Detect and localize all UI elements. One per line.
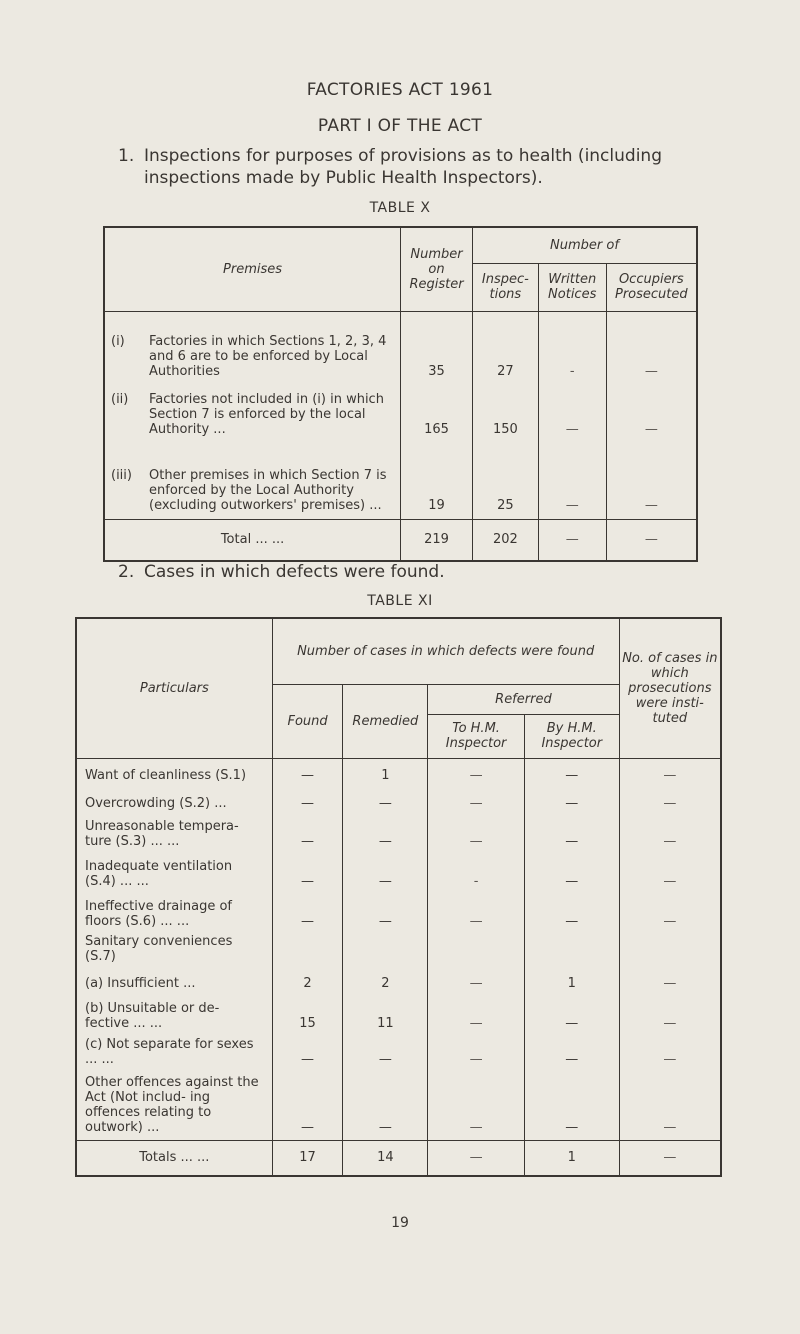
cell-remedied: — <box>343 788 428 816</box>
cell-register: 35 <box>401 311 473 379</box>
cell-found: — <box>272 816 343 854</box>
table-row <box>76 854 721 894</box>
table-row <box>104 437 697 519</box>
cell-notices: - <box>538 311 606 379</box>
table-xi <box>75 617 722 1177</box>
row-index: (ii) <box>111 392 129 407</box>
total-label: Totals ... ... <box>76 1140 272 1176</box>
cell-remedied: — <box>343 894 428 934</box>
cell-remedied <box>343 934 428 966</box>
cell-remedied: — <box>343 1072 428 1140</box>
total-inspections: 202 <box>472 519 538 561</box>
cell-to-hm <box>428 934 525 966</box>
table-total-row <box>104 519 697 561</box>
table-row <box>104 311 697 379</box>
table-row <box>76 816 721 854</box>
table-xi-caption: TABLE XI <box>367 593 433 609</box>
header-premises: Premises <box>104 227 401 311</box>
cell-by-hm: — <box>524 758 619 788</box>
section-1-number: 1. <box>118 146 135 166</box>
cell-prosecutions: — <box>619 1072 721 1140</box>
cell-by-hm: — <box>524 996 619 1036</box>
cell-by-hm: 1 <box>524 966 619 996</box>
cell-remedied: 1 <box>343 758 428 788</box>
section-2-heading <box>118 562 718 582</box>
cell-to-hm: — <box>428 758 525 788</box>
total-remedied: 14 <box>343 1140 428 1176</box>
table-row <box>104 379 697 437</box>
cell-found: 15 <box>272 996 343 1036</box>
act-title: FACTORIES ACT 1961 <box>306 80 494 100</box>
row-label: Want of cleanliness (S.1) <box>85 768 247 783</box>
header-prosecuted: Occupiers Prosecuted <box>606 263 697 311</box>
cell-to-hm: — <box>428 966 525 996</box>
cell-notices: — <box>538 379 606 437</box>
header-by-hm: By H.M. Inspector <box>524 714 619 758</box>
row-label: Overcrowding (S.2) ... <box>85 796 227 811</box>
row-label: (c) Not separate for sexes ... ... <box>85 1037 254 1067</box>
page-number: 19 <box>391 1215 409 1231</box>
total-prosecuted: — <box>606 519 697 561</box>
table-row <box>76 966 721 996</box>
total-label: Total ... ... <box>104 519 401 561</box>
cell-to-hm: — <box>428 996 525 1036</box>
cell-prosecutions: — <box>619 894 721 934</box>
header-notices: Written Notices <box>538 263 606 311</box>
cell-by-hm: — <box>524 894 619 934</box>
cell-remedied: — <box>343 816 428 854</box>
cell-prosecuted: — <box>606 311 697 379</box>
cell-inspections: 25 <box>472 437 538 519</box>
cell-by-hm <box>524 934 619 966</box>
table-total-row <box>76 1140 721 1176</box>
cell-register: 165 <box>401 379 473 437</box>
cell-prosecutions: — <box>619 996 721 1036</box>
header-particulars: Particulars <box>76 618 272 758</box>
header-number-of: Number of <box>472 227 697 263</box>
row-index: (i) <box>111 334 125 349</box>
cell-found: — <box>272 1036 343 1072</box>
cell-prosecuted: — <box>606 437 697 519</box>
cell-prosecutions: — <box>619 816 721 854</box>
table-row <box>76 894 721 934</box>
cell-found <box>272 934 343 966</box>
row-label: (b) Unsuitable or de- fective ... ... <box>85 1001 220 1031</box>
cell-inspections: 150 <box>472 379 538 437</box>
cell-prosecuted: — <box>606 379 697 437</box>
total-by-hm: 1 <box>524 1140 619 1176</box>
table-row <box>76 758 721 788</box>
row-index: (iii) <box>111 467 132 483</box>
row-label: (a) Insufficient ... <box>85 976 196 991</box>
header-register: Number on Register <box>401 227 473 311</box>
header-inspections: Inspec- tions <box>472 263 538 311</box>
header-to-hm: To H.M. Inspector <box>428 714 525 758</box>
header-number-cases: Number of cases in which defects were found <box>272 618 619 684</box>
cell-prosecutions: — <box>619 966 721 996</box>
cell-to-hm: — <box>428 788 525 816</box>
cell-to-hm: — <box>428 816 525 854</box>
cell-notices: — <box>538 437 606 519</box>
table-row <box>76 934 721 966</box>
table-row <box>76 788 721 816</box>
row-label: Other premises in which Section 7 is enforced by the Local Authority (excluding outworkers' premises) ... <box>149 467 387 513</box>
cell-found: — <box>272 1072 343 1140</box>
cell-found: — <box>272 758 343 788</box>
cell-prosecutions: — <box>619 788 721 816</box>
cell-by-hm: — <box>524 1072 619 1140</box>
cell-inspections: 27 <box>472 311 538 379</box>
table-row <box>76 1072 721 1140</box>
table-x <box>103 226 698 562</box>
cell-remedied: — <box>343 854 428 894</box>
table-x-caption: TABLE X <box>369 200 431 216</box>
cell-found: — <box>272 894 343 934</box>
header-referred: Referred <box>428 684 619 714</box>
header-found: Found <box>272 684 343 758</box>
cell-by-hm: — <box>524 854 619 894</box>
cell-found: — <box>272 788 343 816</box>
cell-to-hm: — <box>428 1072 525 1140</box>
header-prosecutions: No. of cases in which prosecutions were insti- tuted <box>619 618 721 758</box>
cell-remedied: 2 <box>343 966 428 996</box>
cell-found: 2 <box>272 966 343 996</box>
section-2-text: Cases in which defects were found. <box>144 562 445 582</box>
row-label: Factories not included in (i) in which Section 7 is enforced by the local Authority ... <box>149 392 384 437</box>
row-label: Ineffective drainage of floors (S.6) ... ... <box>85 899 232 929</box>
total-found: 17 <box>272 1140 343 1176</box>
cell-to-hm: - <box>428 854 525 894</box>
cell-prosecutions <box>619 934 721 966</box>
total-prosecutions: — <box>619 1140 721 1176</box>
part-title: PART I OF THE ACT <box>317 116 483 136</box>
header-remedied: Remedied <box>343 684 428 758</box>
section-2-number: 2. <box>118 562 135 582</box>
cell-by-hm: — <box>524 816 619 854</box>
total-notices: — <box>538 519 606 561</box>
row-label: Other offences against the Act (Not includ- ing offences relating to outwork) ... <box>85 1074 259 1135</box>
table-row <box>76 1036 721 1072</box>
cell-prosecutions: — <box>619 1036 721 1072</box>
cell-to-hm: — <box>428 1036 525 1072</box>
total-register: 219 <box>401 519 473 561</box>
section-1-text: Inspections for purposes of provisions as to health (including inspections made by Public Health Inspectors). <box>144 146 662 188</box>
cell-prosecutions: — <box>619 854 721 894</box>
cell-remedied: — <box>343 1036 428 1072</box>
cell-to-hm: — <box>428 894 525 934</box>
cell-register: 19 <box>401 437 473 519</box>
section-1-heading <box>118 145 718 189</box>
table-row <box>76 996 721 1036</box>
cell-remedied: 11 <box>343 996 428 1036</box>
cell-prosecutions: — <box>619 758 721 788</box>
row-label: Sanitary conveniences (S.7) <box>85 934 233 964</box>
cell-by-hm: — <box>524 788 619 816</box>
row-label: Inadequate ventilation (S.4) ... ... <box>85 859 233 889</box>
cell-by-hm: — <box>524 1036 619 1072</box>
total-to-hm: — <box>428 1140 525 1176</box>
row-label: Unreasonable tempera- ture (S.3) ... ... <box>85 819 239 849</box>
cell-found: — <box>272 854 343 894</box>
row-label: Factories in which Sections 1, 2, 3, 4 and 6 are to be enforced by Local Authorities <box>149 334 387 379</box>
